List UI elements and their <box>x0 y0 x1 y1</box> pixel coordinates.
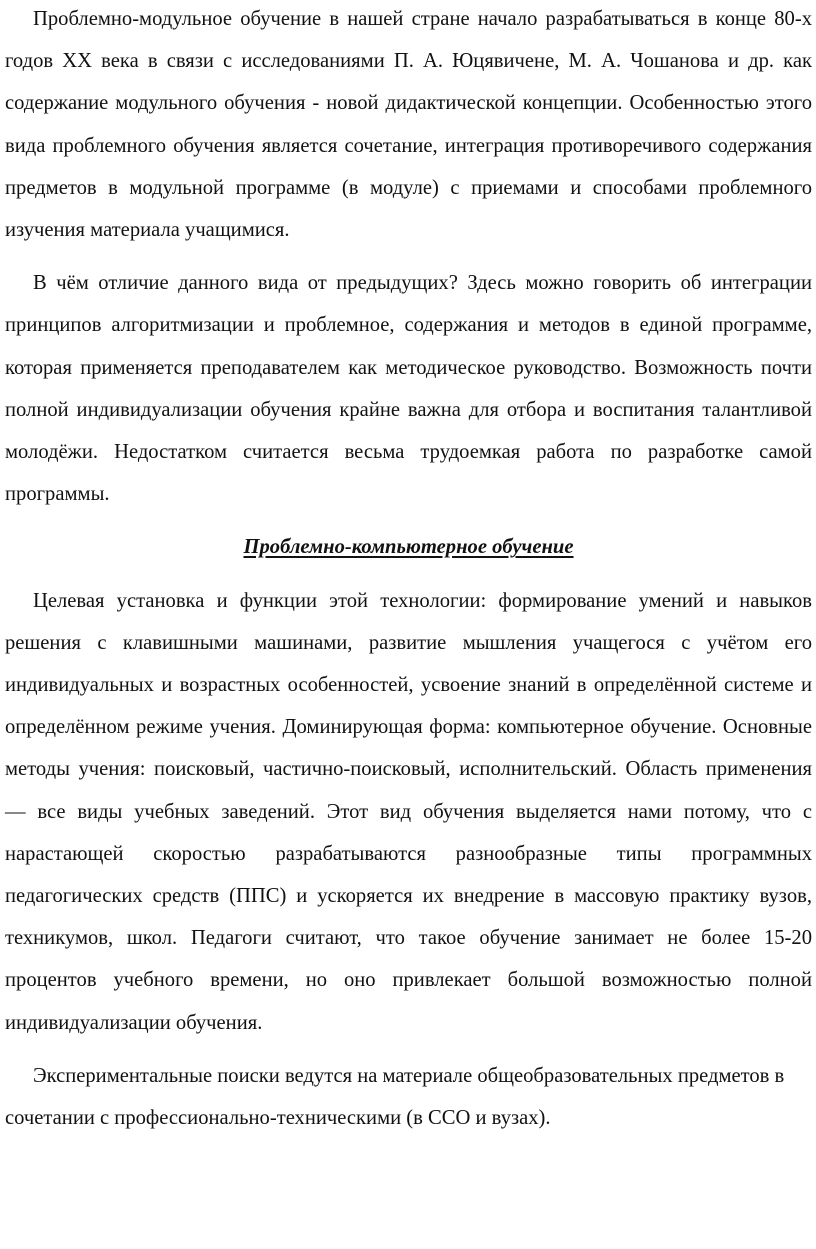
paragraph-modular-learning: Проблемно-модульное обучение в нашей стране начало разрабатываться в конце 80-х годов XX века в связи с исследованиями П. А. Юцявичене, М. А. Чошанова и др. как содержание модульного обучения - новой дидактической концепции. Особенностью этого вида проблемного обучения является сочетание, интеграция противоречивого содержания предметов в модульной программе (в модуле) с приемами и способами проблемного изучения материала учащимися. <box>5 8 812 242</box>
paragraph-gap <box>5 251 812 262</box>
paragraph-computer-learning: Целевая установка и функции этой технологии: формирование умений и навыков решения с клавишными машинами, развитие мышления учащегося с учётом его индивидуальных и возрастных особенностей, усвоение знаний в определённой системе и определённом режиме учения. Доминирующая форма: компьютерное обучение. Основные методы учения: поисковый, частично-поисковый, исполнительский. Область применения — все виды учебных заведений. Этот вид обучения выделяется нами потому, что с нарастающей скоростью разрабатываются разнообразные типы программных педагогических средств (ППС) и ускоряется их внедрение в массовую практику вузов, техникумов, школ. Педагоги считают, что такое обучение занимает не более 15-20 процентов учебного времени, но оно привлекает большой возможностью полной индивидуализации обучения. <box>5 589 812 1034</box>
paragraph-experimental: Экспериментальные поиски ведутся на материале общеобразовательных предметов в сочетании с профессионально-техническими (в ССО и вузах). <box>5 1064 785 1130</box>
paragraph-gap <box>5 515 812 526</box>
paragraph-gap <box>5 1044 812 1055</box>
paragraph-difference: В чём отличие данного вида от предыдущих? Здесь можно говорить об интеграции принципов алгоритмизации и проблемное, содержания и методов в единой программе, которая применяется преподавателем как методическое руководство. Возможность почти полной индивидуализации обучения крайне важна для отбора и воспитания талантливой молодёжи. Недостатком считается весьма трудоемкая работа по разработке самой программы. <box>5 272 812 506</box>
section-heading: Проблемно-компьютерное обучение <box>243 536 574 559</box>
paragraph-gap <box>5 569 812 580</box>
